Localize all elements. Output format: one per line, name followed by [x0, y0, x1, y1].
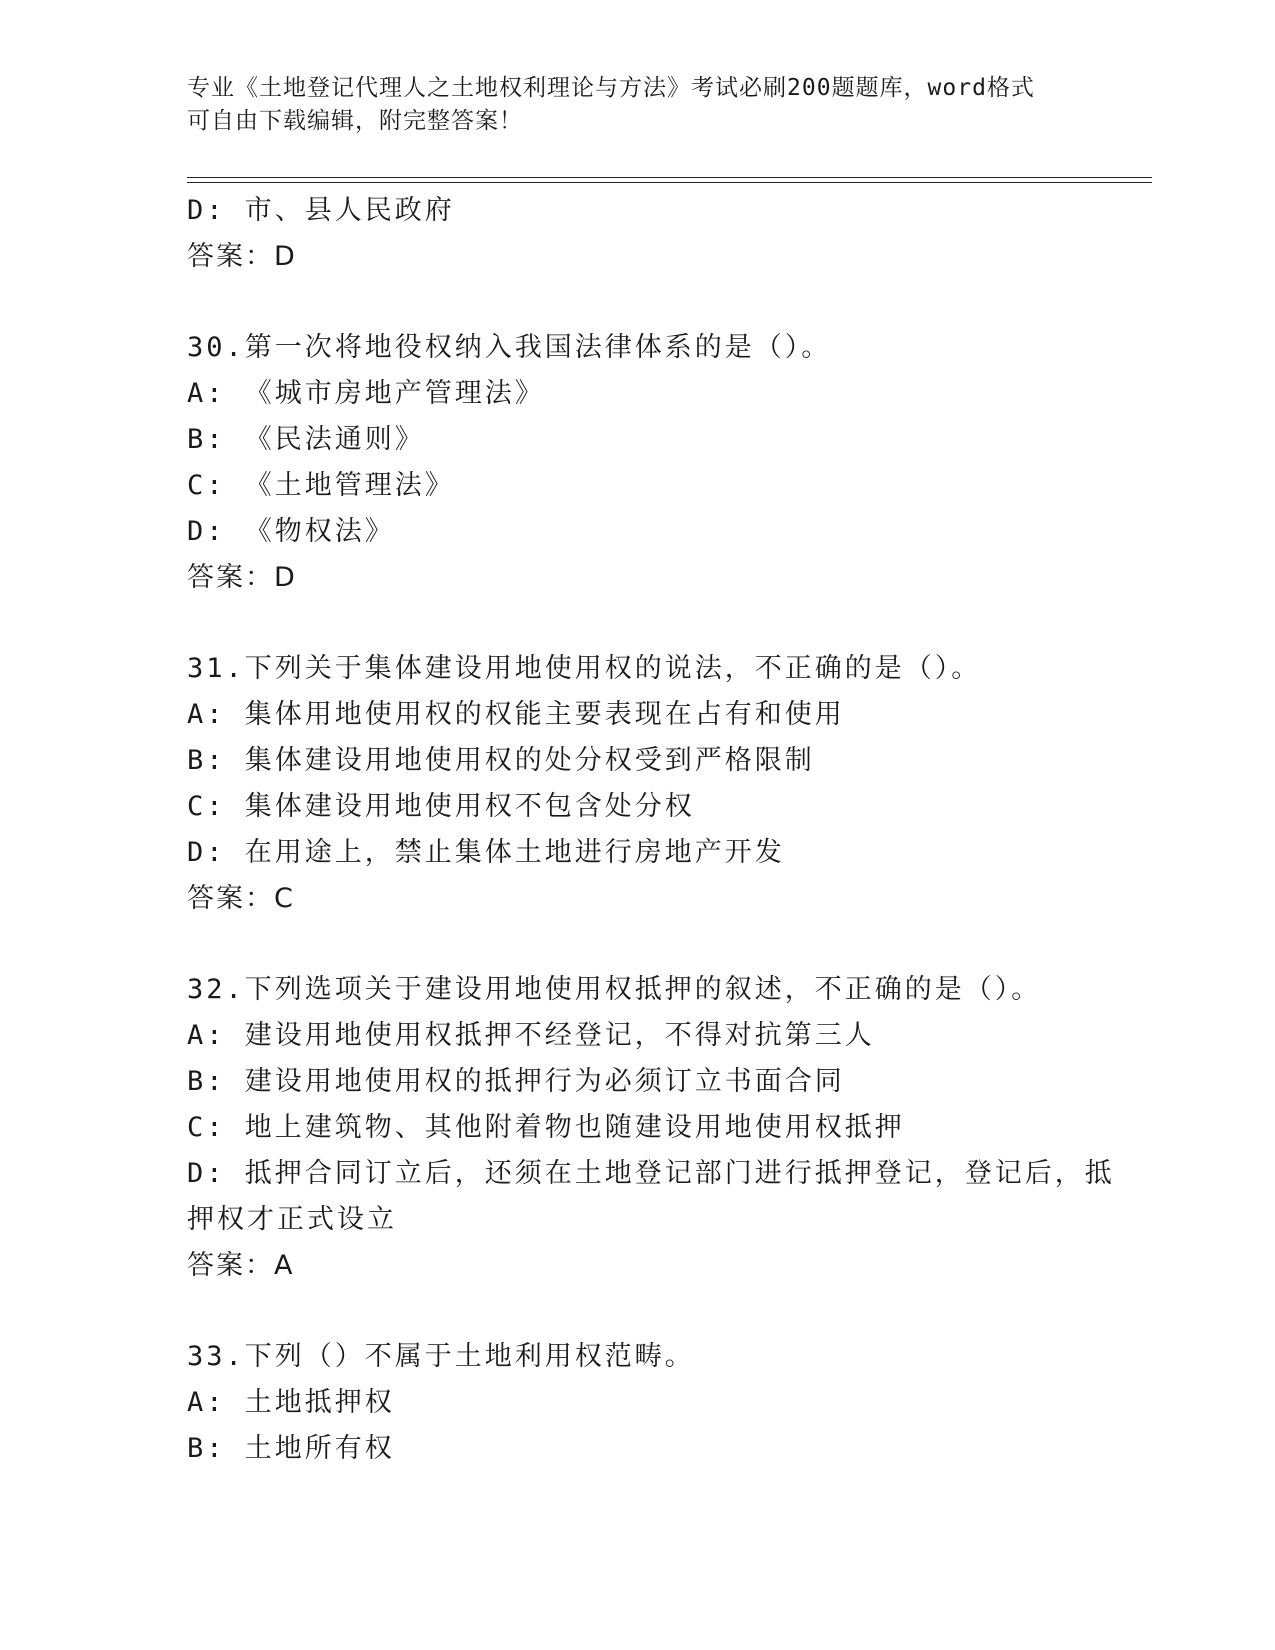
question-30 [187, 325, 1087, 601]
option-d: D: 在用途上，禁止集体土地进行房地产开发 [187, 837, 785, 868]
answer-line [187, 1243, 1087, 1289]
option-a: A: 《城市房地产管理法》 [187, 378, 545, 409]
question-stem: 31.下列关于集体建设用地使用权的说法，不正确的是（）。 [187, 653, 982, 684]
question-stem: 30.第一次将地役权纳入我国法律体系的是（）。 [187, 332, 832, 363]
answer-value: A [274, 1250, 294, 1281]
option-c: C: 地上建筑物、其他附着物也随建设用地使用权抵押 [187, 1112, 905, 1143]
header-line-2: 可自由下载编辑，附完整答案！ [187, 108, 523, 134]
page-header [187, 72, 1067, 138]
option-a: A: 建设用地使用权抵押不经登记，不得对抗第三人 [187, 1020, 875, 1051]
option-b: B: 土地所有权 [187, 1433, 395, 1464]
option-d-continuation: 押权才正式设立 [187, 1204, 397, 1235]
question-stem: 33.下列（）不属于土地利用权范畴。 [187, 1341, 695, 1372]
option-b: B: 《民法通则》 [187, 424, 425, 455]
header-line-1: 专业《土地登记代理人之土地权利理论与方法》考试必刷200题题库，word格式 [187, 75, 1035, 101]
question-content [187, 188, 1115, 1472]
question-31 [187, 646, 1087, 922]
answer-line [187, 234, 1087, 280]
answer-value: D [274, 241, 296, 272]
option-b: B: 建设用地使用权的抵押行为必须订立书面合同 [187, 1066, 845, 1097]
answer-value: C [274, 883, 294, 914]
question-stem: 32.下列选项关于建设用地使用权抵押的叙述，不正确的是（）。 [187, 974, 1042, 1005]
option-d: D: 市、县人民政府 [187, 195, 455, 226]
option-c: C: 《土地管理法》 [187, 470, 455, 501]
header-divider-bottom [187, 182, 1152, 183]
option-d: D: 抵押合同订立后，还须在土地登记部门进行抵押登记，登记后，抵 [187, 1158, 1115, 1189]
answer-line [187, 876, 1087, 922]
option-b: B: 集体建设用地使用权的处分权受到严格限制 [187, 745, 815, 776]
answer-label: 答案： [187, 241, 274, 272]
answer-value: D [274, 562, 296, 593]
answer-line [187, 555, 1087, 601]
question-fragment-29 [187, 188, 1087, 280]
answer-label: 答案： [187, 562, 274, 593]
option-d: D: 《物权法》 [187, 516, 395, 547]
option-c: C: 集体建设用地使用权不包含处分权 [187, 791, 695, 822]
header-divider-top [187, 177, 1152, 178]
answer-label: 答案： [187, 1250, 274, 1281]
option-a: A: 土地抵押权 [187, 1387, 395, 1418]
question-33 [187, 1334, 1087, 1472]
question-32 [187, 967, 1115, 1289]
option-a: A: 集体用地使用权的权能主要表现在占有和使用 [187, 699, 845, 730]
answer-label: 答案： [187, 883, 274, 914]
